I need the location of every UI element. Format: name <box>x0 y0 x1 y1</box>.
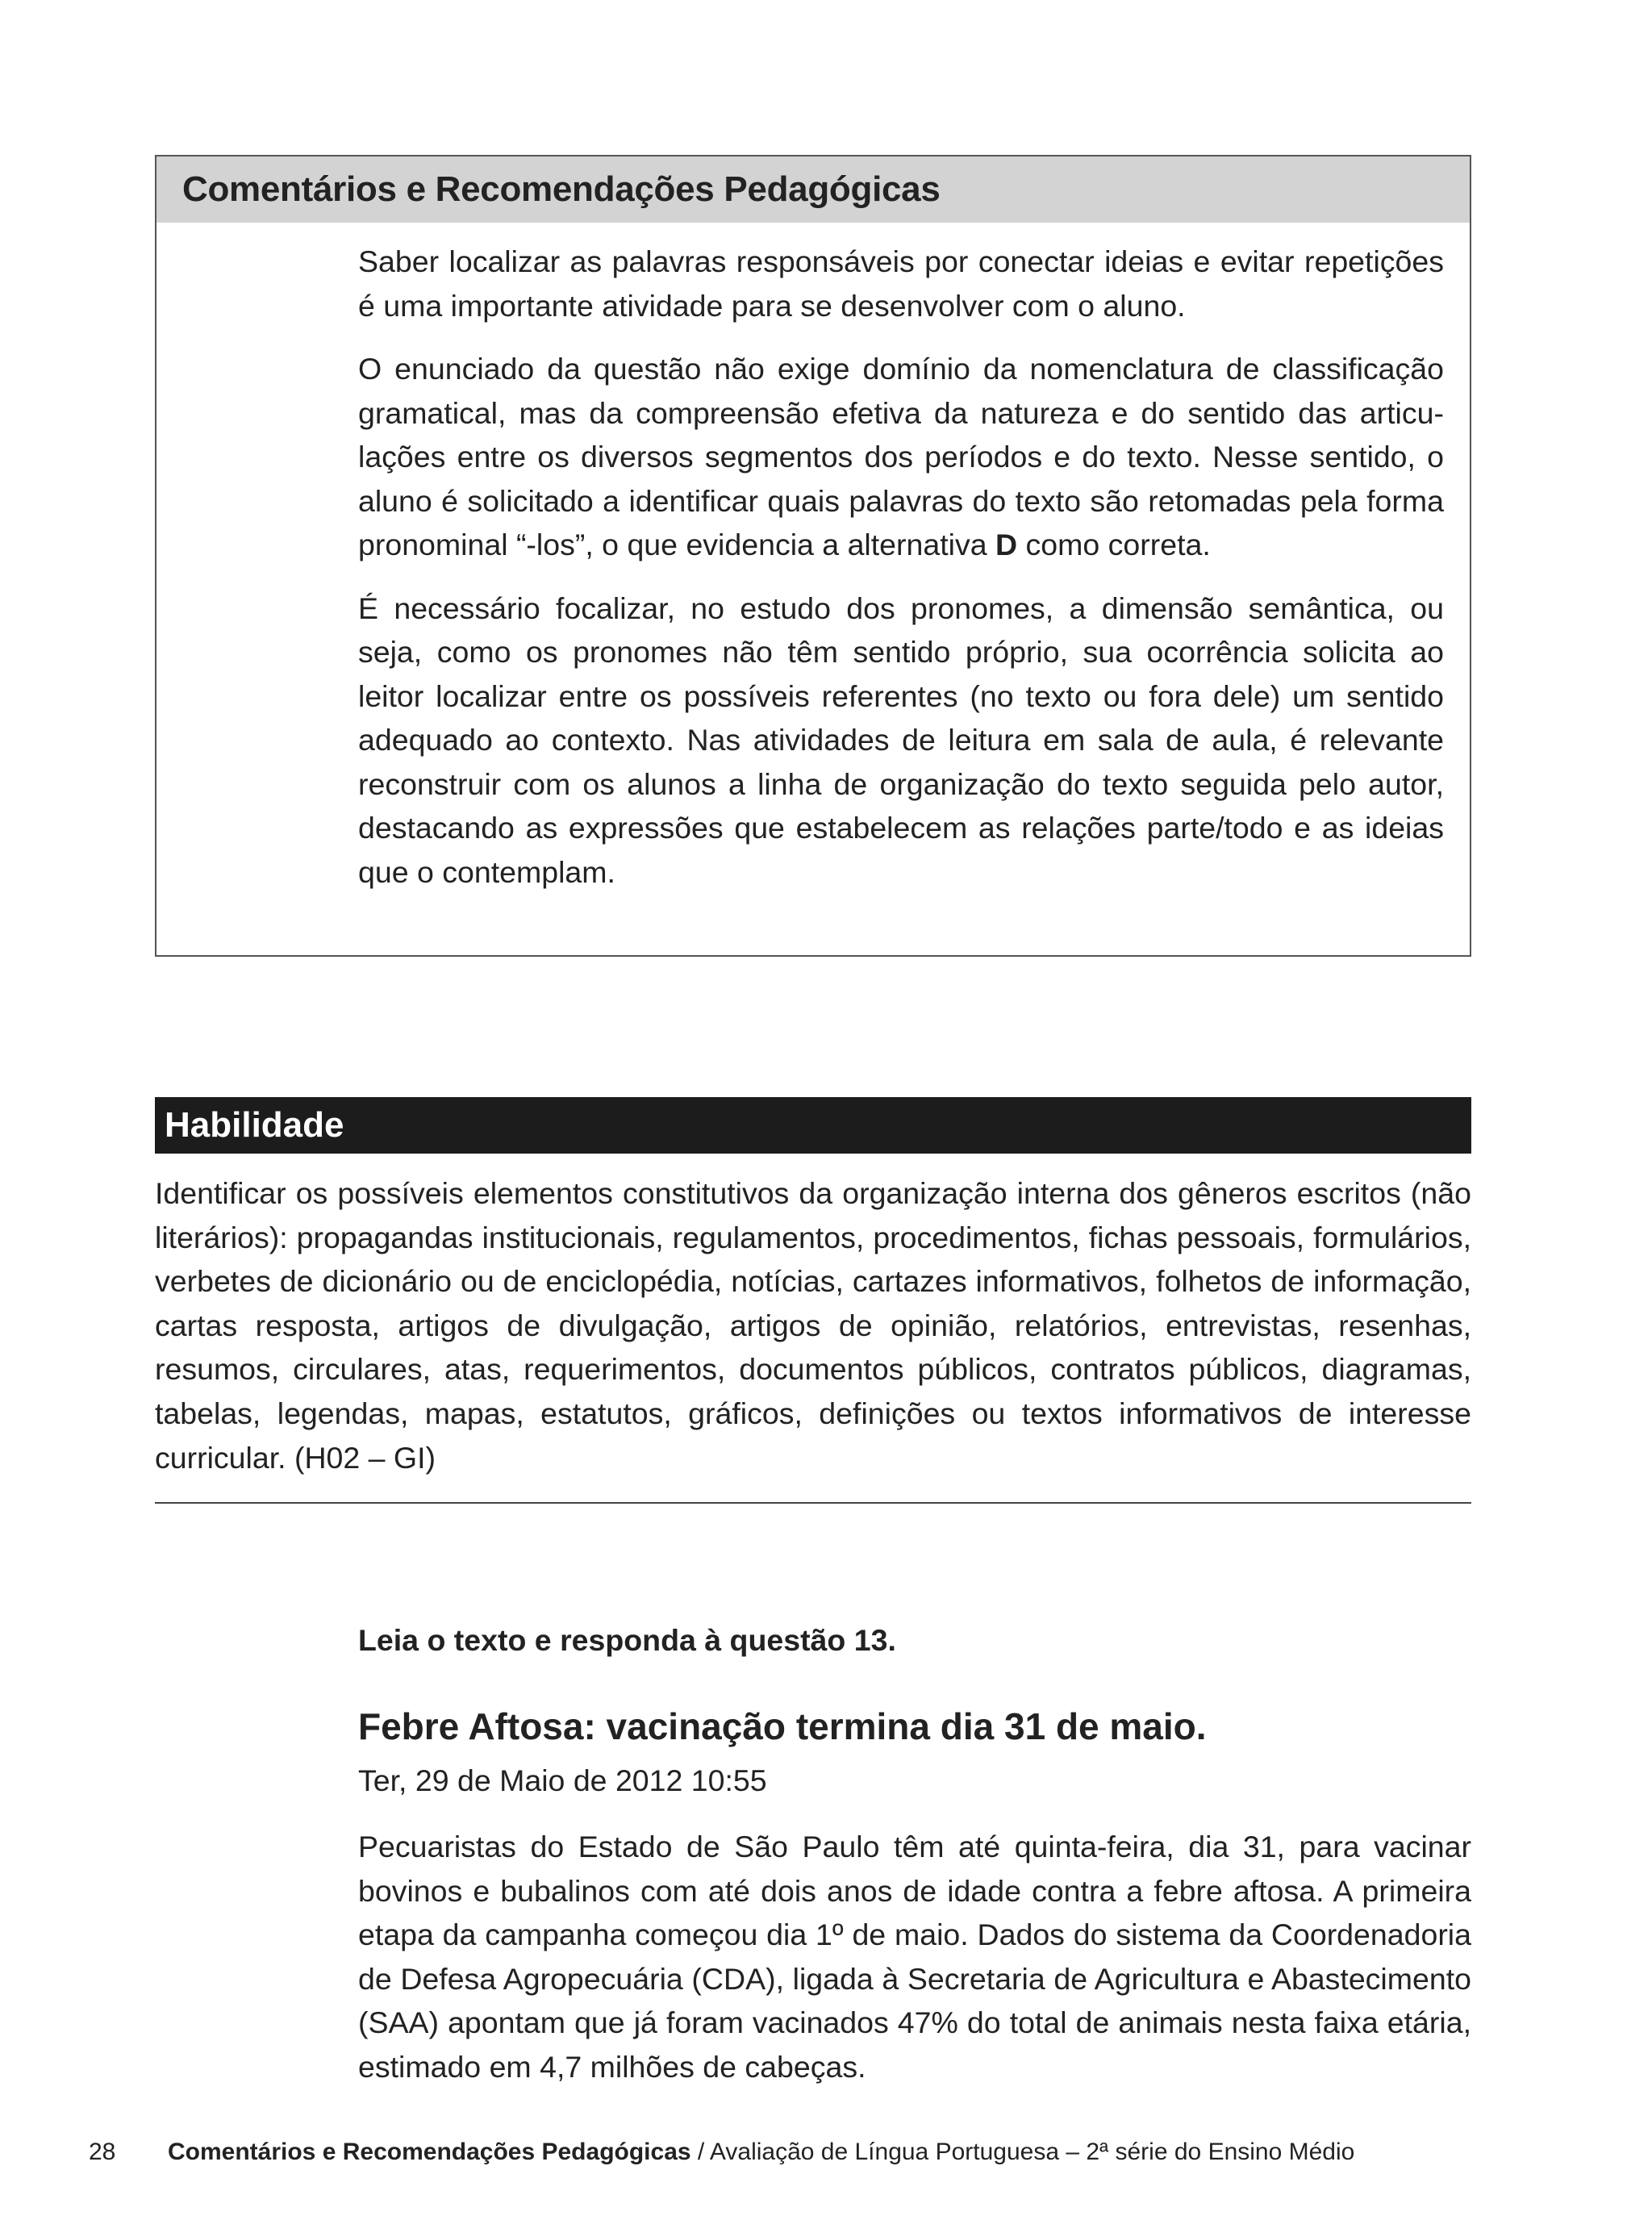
habilidade-title: Habilidade <box>165 1105 344 1145</box>
article-body: Pecuaristas do Estado de São Paulo têm até quinta-feira, dia 31, para vacinar bovinos e bubalinos com até dois anos de idade contra a febre aftosa. A primeira etapa da campanha começou dia 1º de maio. Dados do sistema da Coordenadoria de Defesa Agropecuária (CDA), ligada à Secretaria de Agricultura e Abastecimento (SAA) apontam que já foram vacinados 47% do total de animais nesta faixa etária, estimado em 4,7 milhões de cabeças. <box>358 1830 1471 2084</box>
comments-paragraph-3: É necessário focalizar, no estudo dos pronomes, a dimensão semântica, ou seja, como os pronomes não têm sentido próprio, sua ocorrência solicita ao leitor localizar entre os possíveis referentes (no texto ou fora dele) um sentido adequado ao contexto. Nas atividades de leitura em sala de aula, é relevante reconstruir com os alunos a linha de organização do texto seguida pelo autor, destacando as expressões que estabelecem as relações parte/todo e as ideias que o contemplam. <box>358 591 1444 889</box>
habilidade-header <box>155 1097 1471 1154</box>
comments-title: Comentários e Recomendações Pedagógicas <box>182 169 941 209</box>
section-divider <box>155 1502 1471 1504</box>
footer-section-title: Comentários e Recomendações Pedagógicas <box>168 2139 691 2165</box>
reading-instruction: Leia o texto e responda à questão 13. <box>358 1623 896 1657</box>
page-footer <box>89 2136 1354 2168</box>
comments-paragraph-1: Saber localizar as palavras responsáveis por conectar ideias e evitar repetições é uma importante atividade para se desenvolver com o aluno. <box>358 244 1444 323</box>
comments-body <box>358 240 1444 913</box>
article-date: Ter, 29 de Maio de 2012 10:55 <box>358 1763 767 1797</box>
answer-letter: D <box>995 528 1018 561</box>
comments-paragraph-2-end: como correta. <box>1017 528 1211 561</box>
footer-publication: / Avaliação de Língua Portuguesa – 2ª série do Ensino Médio <box>690 2139 1355 2165</box>
page-number: 28 <box>89 2139 116 2165</box>
comments-box <box>155 155 1471 957</box>
habilidade-text: Identificar os possíveis elementos constitutivos da organização interna dos gêneros escritos (não literários): propagandas institucionais, regulamentos, procedimentos, fichas pessoais, formulários, verbetes de dicionário ou de enciclopédia, notícias, cartazes informativos, folhetos de informação, cartas resposta, artigos de divulgação, artigos de opinião, relatórios, entrevistas, resenhas, resumos, circulares, atas, requerimentos, documentos públicos, contratos públicos, diagramas, tabelas, legendas, mapas, estatutos, gráficos, definições ou textos informativos de interesse curricular. (H02 – GI) <box>155 1176 1471 1475</box>
comments-paragraph-2-text: O enunciado da questão não exige domínio da nomenclatura de classificação gramatical, mas da compreensão efetiva da natureza e do sentido das articulações entre os diversos segmentos dos períodos e do texto. Nesse sentido, o aluno é solicitado a identificar quais palavras do texto são retomadas pela forma pronominal “-los”, o que evidencia a alternativa <box>358 352 1444 561</box>
comments-paragraph-2 <box>358 347 1444 567</box>
article-title: Febre Aftosa: vacinação termina dia 31 de maio. <box>358 1705 1207 1747</box>
comments-header <box>156 156 1470 223</box>
